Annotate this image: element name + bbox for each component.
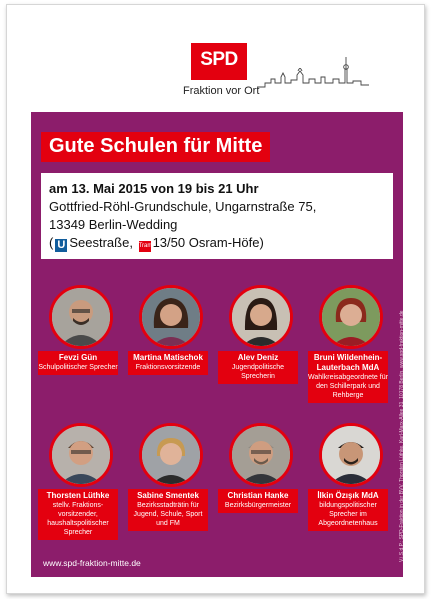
speaker-photo (319, 423, 383, 487)
ubahn-icon: U (55, 239, 67, 252)
tram-icon: Tram (139, 241, 151, 252)
speaker-role: Wahlkreisabgeordnete für den Schillerpark und Rehberge (308, 374, 388, 399)
headline-box (41, 132, 270, 162)
spd-logo-text: SPD (200, 49, 238, 70)
speaker-label (38, 351, 118, 375)
speaker-name: İlkin Özışık MdA (317, 491, 379, 500)
event-panel (31, 112, 403, 577)
berlin-skyline-icon (257, 57, 369, 91)
ubahn-stop: Seestraße, (69, 235, 133, 250)
speaker-role: stellv. Fraktions-vorsitzender, haushaltspolitischer Sprecher (47, 502, 109, 536)
imprint-vertical (399, 262, 407, 562)
event-city: 13349 Berlin-Wedding (49, 217, 178, 232)
speaker-name: Fevzi Gün (58, 353, 98, 362)
speaker-photo (49, 423, 113, 487)
speaker-label (128, 489, 208, 531)
tram-stop: 13/50 Osram-Höfe) (152, 235, 264, 250)
speaker-photo (139, 423, 203, 487)
speaker-photo (319, 285, 383, 349)
speaker-photo (229, 285, 293, 349)
website-link[interactable]: www.spd-fraktion-mitte.de (43, 558, 141, 568)
flyer-header (7, 5, 424, 112)
event-venue: Gottfried-Röhl-Grundschule, Ungarnstraße 75, (49, 199, 317, 214)
speaker-name: Martina Matischok (133, 353, 203, 362)
headline: Gute Schulen für Mitte (49, 135, 263, 157)
speaker-name: Alev Deniz (237, 353, 279, 362)
logo-subtitle: Fraktion vor Ort (183, 85, 260, 97)
speaker-label (308, 489, 388, 531)
speaker-role: bildungspolitischer Sprecher im Abgeordnetenhaus (318, 502, 378, 527)
speaker-photo (139, 285, 203, 349)
flyer (6, 4, 425, 594)
speaker-name: Christian Hanke (227, 491, 289, 500)
speaker-name: Bruni Wildenhein-Lauterbach MdA (313, 353, 383, 372)
speaker-label (218, 489, 298, 513)
speaker-role: Jugendpolitische Sprecherin (231, 364, 285, 380)
speaker-label (218, 351, 298, 384)
speaker-role: Schulpolitischer Sprecher (38, 364, 118, 371)
speaker-label (308, 351, 388, 403)
speaker-role: Fraktionsvorsitzende (135, 364, 201, 371)
speaker-photo (49, 285, 113, 349)
speaker-name: Sabine Smentek (137, 491, 199, 500)
speaker-role: Bezirksbürgermeister (224, 502, 292, 509)
transit-paren: ( (49, 235, 54, 250)
speaker-label (38, 489, 118, 540)
event-info-box (41, 173, 393, 259)
event-transit (49, 235, 264, 252)
speaker-role: Bezirksstadträtin für Jugend, Schule, Sport und FM (133, 502, 203, 527)
event-date: am 13. Mai 2015 von 19 bis 21 Uhr (49, 181, 259, 196)
speaker-label (128, 351, 208, 375)
speaker-photo (229, 423, 293, 487)
spd-logo (191, 43, 247, 80)
speaker-name: Thorsten Lüthke (46, 491, 110, 500)
imprint-text: V.i.S.d.P.: SPD-Fraktion in der BVV, Thorsten Lüthke, Karl-Marx-Allee 31, 10178 Berlin, www.spd-fraktion-mitte.de (399, 310, 405, 562)
